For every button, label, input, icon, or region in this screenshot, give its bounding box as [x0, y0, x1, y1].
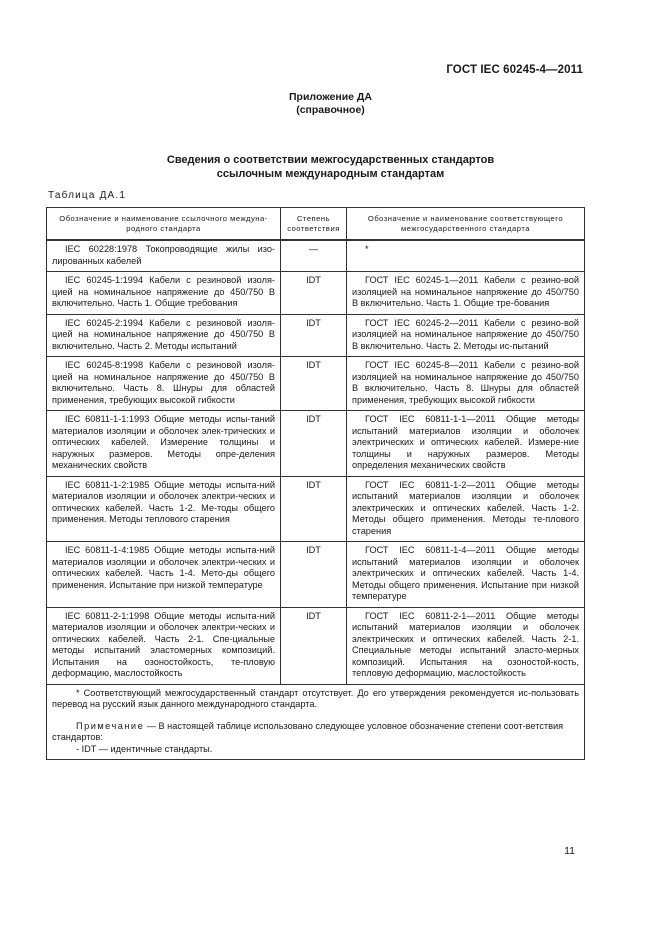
corresponding-cell — [347, 607, 585, 684]
degree-cell — [281, 476, 347, 542]
appendix-title: Приложение ДА — [289, 91, 372, 103]
degree-cell — [281, 411, 347, 477]
table-caption: Таблица ДА.1 — [48, 190, 127, 201]
reference-cell — [47, 314, 281, 357]
reference-cell-text: IEC 60228:1978 Токопроводящие жилы изо-лированных кабелей — [52, 244, 275, 266]
degree-cell — [281, 357, 347, 411]
table-row — [47, 607, 585, 684]
corresponding-cell — [347, 240, 585, 272]
degree-cell — [281, 240, 347, 272]
reference-cell — [47, 476, 281, 542]
reference-cell-text: IEC 60811-2-1:1998 Общие методы испыта-ний материалов изоляции и оболочек электри-ческих и оптических кабелей. Часть 2-1. Спе-циальные методы испытаний эластомерных композиций. Испытания на озоностойкость, те-пловую деформацию, маслостойкость — [52, 610, 275, 678]
table-row — [47, 542, 585, 608]
appendix-heading — [0, 91, 661, 117]
reference-cell — [47, 240, 281, 272]
section-heading-line-2: ссылочным международным стандартам — [216, 168, 445, 180]
section-heading — [0, 153, 661, 181]
table-body — [47, 240, 585, 684]
reference-cell-text: IEC 60811-1-1:1993 Общие методы испы-таний материалов изоляции и оболочек элек-трических и оптических кабелей. Измерение толщины и наружных размеров. Методы опре-деления механических свойств — [52, 414, 275, 470]
reference-cell — [47, 607, 281, 684]
column-header-degree: Степень соответствия — [281, 208, 347, 241]
table-notes — [47, 684, 585, 760]
reference-cell-text: IEC 60811-1-4:1985 Общие методы испыта-ний материалов изоляции и оболочек электри-ческих и оптических кабелей. Часть 1-4. Мето-ды общего применения. Испытание при низкой температуре — [52, 545, 275, 590]
table-row — [47, 476, 585, 542]
corresponding-cell — [347, 476, 585, 542]
section-heading-line-1: Сведения о соответствии межгосударственных стандартов — [166, 154, 495, 166]
note — [52, 721, 579, 744]
corresponding-cell — [347, 357, 585, 411]
table-row — [47, 240, 585, 272]
corresponding-cell-text: ГОСТ IEC 60245-8—2011 Кабели с резино-вой изоляцией на номинальное напряжение до 450/750 В включительно. Часть 8. Шнуры для областей применения, требующих высокой гибкости — [352, 360, 579, 405]
corresponding-cell — [347, 314, 585, 357]
corresponding-cell-text: * — [365, 244, 369, 254]
degree-cell-text: IDT — [306, 360, 321, 370]
corresponding-cell-text: ГОСТ IEC 60811-1-2—2011 Общие методы испытаний материалов изоляции и оболочек электрических и оптических кабелей. Часть 1-2. Методы общего применения. Методы те-плового старения — [352, 479, 579, 536]
degree-cell-text: IDT — [306, 275, 321, 285]
column-header-reference: Обозначение и наименование ссылочного междуна-родного стандарта — [47, 208, 281, 241]
corresponding-cell — [347, 542, 585, 608]
corresponding-cell-text: ГОСТ IEC 60811-1-1—2011 Общие методы испытаний материалов изоляции и оболочек электрических и оптических кабелей. Измере-ние толщины и наружных размеров. Методы определения механических свойств — [352, 414, 579, 470]
degree-cell — [281, 607, 347, 684]
degree-cell-text: IDT — [306, 610, 321, 621]
note-text: — В настоящей таблице использовано следующее условное обозначение степени соот-ветствия стандартов: — [52, 720, 564, 742]
reference-cell — [47, 411, 281, 477]
reference-cell — [47, 542, 281, 608]
reference-cell-text: IEC 60245-1:1994 Кабели с резиновой изоля-цией на номинальное напряжение до 450/750 В включительно. Часть 1. Общие требования — [52, 275, 275, 308]
note-item: - IDT — идентичные стандарты. — [76, 743, 213, 754]
correspondence-table — [46, 207, 585, 760]
corresponding-cell-text: ГОСТ IEC 60245-1—2011 Кабели с резино-вой изоляцией на номинальное напряжение до 450/750 В включительно. Часть 1. Общие тре-бования — [352, 275, 579, 308]
corresponding-cell — [347, 411, 585, 477]
degree-cell-text: IDT — [306, 317, 321, 328]
footnote: * Соответствующий межгосударственный стандарт отсутствует. До его утверждения рекомендуется ис-пользовать перевод на русский язык данного международного стандарта. — [52, 687, 579, 709]
corresponding-cell-text: ГОСТ IEC 60811-1-4—2011 Общие методы испытаний материалов изоляции и оболочек электрических и оптических кабелей. Часть 1-4. Методы общего применения. Испытание при низкой температуре — [352, 545, 579, 601]
reference-cell — [47, 272, 281, 315]
degree-cell-text: IDT — [306, 414, 321, 424]
table-row — [47, 411, 585, 477]
corresponding-cell — [347, 272, 585, 315]
table-header-row — [47, 208, 585, 241]
page-number: 11 — [564, 845, 575, 857]
corresponding-cell-text: ГОСТ IEC 60811-2-1—2011 Общие методы испытаний материалов изоляции и оболочек электрических и оптических кабелей. Часть 2-1. Специальные методы испытаний эласто-мерных композиций. Испытания на озоностой-кость, тепловую деформацию, маслостойкость — [352, 610, 579, 678]
reference-cell-text: IEC 60245-2:1994 Кабели с резиновой изоля-цией на номинальное напряжение до 450/750 В включительно. Часть 2. Методы испытаний — [52, 317, 275, 351]
table-row — [47, 357, 585, 411]
table-row — [47, 314, 585, 357]
degree-cell-text: — — [308, 244, 319, 254]
note-label: Примечание — [76, 720, 145, 731]
appendix-subtitle: (справочное) — [296, 104, 365, 116]
corresponding-cell-text: ГОСТ IEC 60245-2—2011 Кабели с резино-вой изоляцией на номинальное напряжение до 450/750 В включительно. Часть 2. Методы ис-пытаний — [352, 317, 579, 351]
reference-cell-text: IEC 60811-1-2:1985 Общие методы испыта-ний материалов изоляции и оболочек электри-ческих и оптических кабелей. Часть 1-2. Ме-тоды общего применения. Методы теплового старения — [52, 479, 275, 524]
reference-cell — [47, 357, 281, 411]
degree-cell-text: IDT — [306, 545, 321, 555]
degree-cell — [281, 542, 347, 608]
standard-code: ГОСТ IEC 60245-4—2011 — [446, 64, 583, 76]
table-notes-row — [47, 684, 585, 760]
degree-cell-text: IDT — [306, 479, 321, 490]
reference-cell-text: IEC 60245-8:1998 Кабели с резиновой изоля-цией на номинальное напряжение до 450/750 В включительно. Часть 8. Шнуры для областей применения, требующих высокой гибкости — [52, 360, 275, 405]
degree-cell — [281, 272, 347, 315]
degree-cell — [281, 314, 347, 357]
table-row — [47, 272, 585, 315]
column-header-corresponding: Обозначение и наименование соответствующего межгосударственного стандарта — [347, 208, 585, 241]
